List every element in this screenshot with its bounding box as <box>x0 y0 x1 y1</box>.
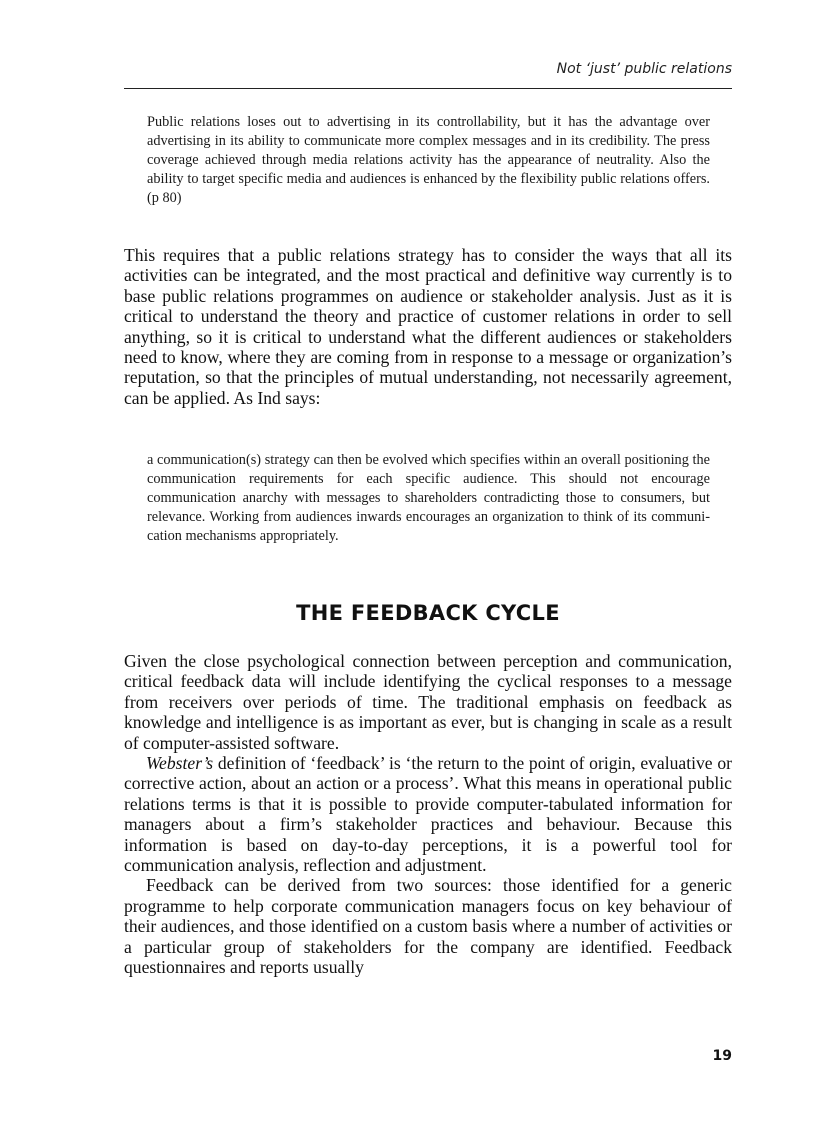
paragraph-text: definition of ‘feedback’ is ‘the return to the point of origin, evaluative or corrective action, about an action or a process’. What this means in operational public relations terms is that it is possible to provide computer-tabulated information for managers about a firm’s stakeholder practices and behaviour. Because this information is based on day-to-day perceptions, it is a powerful tool for communication analysis, reflection and adjustment. <box>124 753 732 876</box>
feedback-section-body <box>124 651 732 978</box>
body-paragraph: Feedback can be derived from two sources: those identified for a generic programme to help corporate communication managers focus on key behaviour of their audiences, and those identified on a custom basis where a number of activities or a particular group of stakeholders for the company are identified. Feedback questionnaires and reports usually <box>124 875 732 978</box>
body-paragraph <box>124 753 732 875</box>
quote-paragraph: a communication(s) strategy can then be evolved which specifies within an overall positioning the communication requirements for each specific audience. This should not encourage communication anarchy with messages to shareholders contradicting those to consumers, but relevance. Working from audiences inwards encourages an organization to think of its communication mechanisms appropriately. <box>147 452 710 544</box>
italic-source-title: Webster’s <box>146 753 214 774</box>
header-rule <box>124 88 732 89</box>
block-quote-1 <box>147 113 710 208</box>
block-quote-2 <box>147 451 710 546</box>
section-heading: THE FEEDBACK CYCLE <box>296 601 560 625</box>
page-number: 19 <box>712 1048 732 1064</box>
body-paragraph-1-block <box>124 245 732 408</box>
running-head: Not ‘just’ public relations <box>556 61 732 77</box>
quote-paragraph: Public relations loses out to advertising in its controllability, but it has the advantage over advertising in its ability to communicate more complex messages and in its credibility. The press coverage achieved through media relations activity has the appearance of neutrality. Also the ability to target specific media and audiences is enhanced by the flexibility public relations offers. (p 80) <box>147 114 710 206</box>
body-paragraph: Given the close psychological connection between perception and communication, critical feedback data will include identifying the cyclical responses to a message from receivers over periods of time. The traditional emphasis on feedback as knowledge and intelligence is as important as ever, but is changing in scale as a result of computer-assisted software. <box>124 651 732 753</box>
body-paragraph: This requires that a public relations strategy has to consider the ways that all its activities can be integrated, and the most practical and definitive way currently is to base public relations programmes on audience or stakeholder analysis. Just as it is critical to understand the theory and practice of customer relations in order to sell anything, so it is critical to understand what the different audiences or stakeholders need to know, where they are coming from in response to a message or organization’s reputation, so that the principles of mutual understanding, not necessarily agreement, can be applied. As Ind says: <box>124 245 732 408</box>
